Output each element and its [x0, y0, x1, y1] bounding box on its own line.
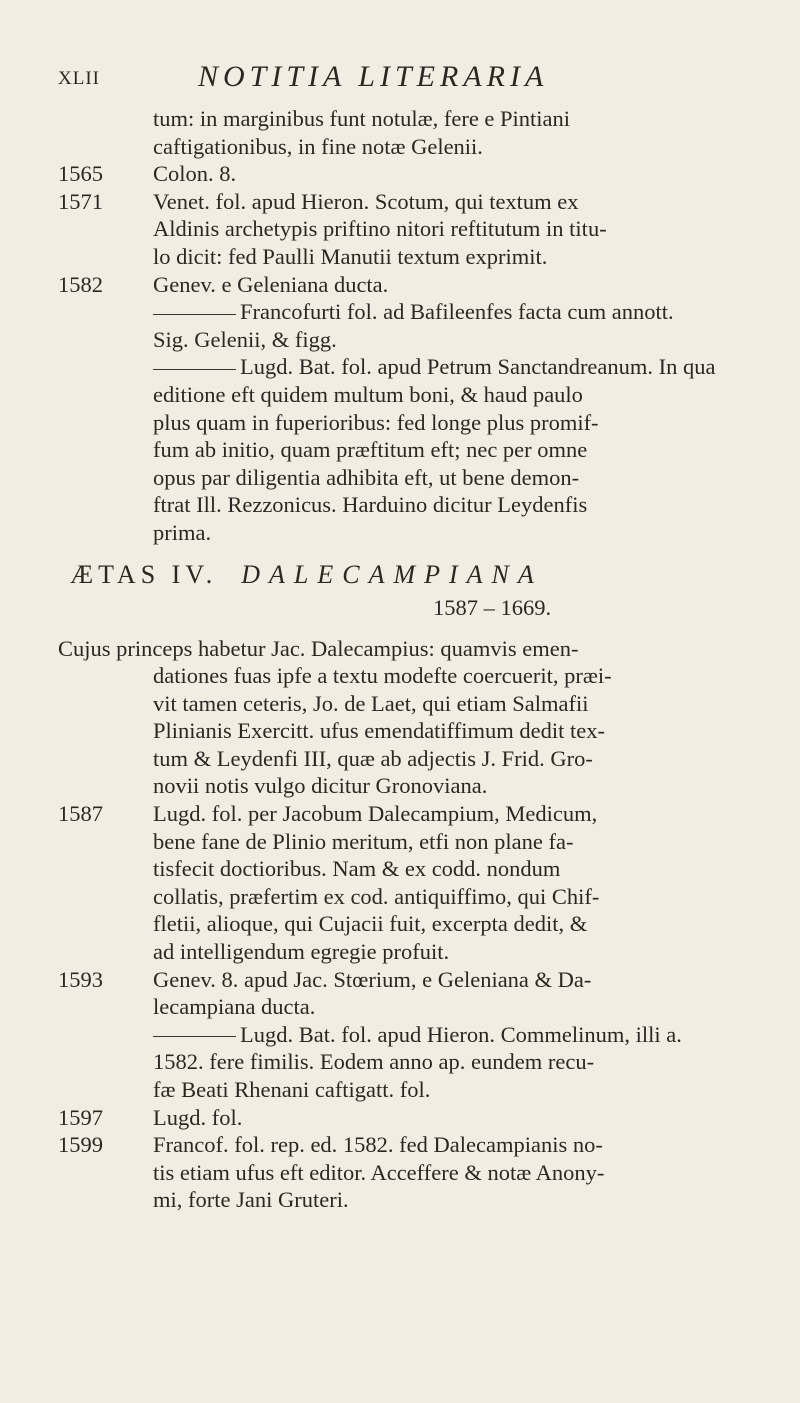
ditto-dash	[153, 369, 236, 370]
edition-year: 1593	[58, 966, 103, 992]
page-number: XLII	[58, 68, 100, 89]
edition-year: 1599	[58, 1132, 103, 1158]
text-line: lecampiana ducta.	[153, 994, 316, 1020]
text-line: Lugd. fol.	[153, 1104, 243, 1130]
text-line: Sig. Gelenii, & figg.	[153, 326, 337, 352]
edition-entry	[58, 188, 748, 271]
section-years: 1587 – 1669.	[433, 594, 552, 620]
ditto-dash	[153, 314, 236, 315]
text-line: collatis, præfertim ex cod. antiquiffimo, qui Chif-	[153, 883, 600, 909]
edition-year: 1565	[58, 161, 103, 187]
text-line: dationes fuas ipfe a textu modefte coercuerit, præi-	[153, 663, 612, 689]
entries-bottom	[58, 800, 748, 1214]
edition-year: 1571	[58, 188, 103, 214]
edition-year: 1582	[58, 271, 103, 297]
ditto-dash	[153, 1036, 236, 1037]
text-line: Francofurti fol. ad Bafileenfes facta cum annott.	[153, 298, 748, 326]
text-line: Aldinis archetypis priftino nitori reftitutum in titu-	[153, 216, 607, 242]
text-line: tum & Leydenfi III, quæ ab adjectis J. Frid. Gro-	[153, 745, 593, 771]
section-name: DALECAMPIANA	[241, 559, 543, 589]
text-line: Genev. e Geleniana ducta.	[153, 271, 389, 297]
text-line: Genev. 8. apud Jac. Stœrium, e Geleniana & Da-	[153, 966, 592, 992]
text-line: Francof. fol. rep. ed. 1582. fed Dalecampianis no-	[153, 1132, 603, 1158]
edition-entry	[58, 800, 748, 966]
entries-list	[58, 105, 748, 1214]
entries-top	[58, 105, 748, 547]
text-line: plus quam in fuperioribus: fed longe plus promif-	[153, 409, 599, 435]
text-line: vit tamen ceteris, Jo. de Laet, qui etiam Salmafii	[153, 690, 589, 716]
text-line: Lugd. Bat. fol. apud Petrum Sanctandreanum. In qua	[153, 353, 748, 381]
text-line: Colon. 8.	[153, 161, 237, 187]
text-line: tisfecit doctioribus. Nam & ex codd. nondum	[153, 856, 561, 882]
edition-entry	[58, 160, 748, 188]
text-line: tis etiam ufus eft editor. Acceffere & notæ Anony-	[153, 1159, 605, 1185]
text-line: ftrat Ill. Rezzonicus. Harduino dicitur Leydenfis	[153, 492, 588, 518]
edition-year: 1587	[58, 801, 103, 827]
text-line: fum ab initio, quam præftitum eft; nec per omne	[153, 437, 588, 463]
text-line: mi, forte Jani Gruteri.	[153, 1187, 349, 1213]
text-line: editione eft quidem multum boni, & haud paulo	[153, 381, 583, 407]
text-line: lo dicit: fed Paulli Manutii textum exprimit.	[153, 243, 548, 269]
intro-first-line: Cujus princeps habetur Jac. Dalecampius: quamvis emen-	[58, 635, 579, 661]
intro-continuation	[58, 662, 748, 800]
text-line: Plinianis Exercitt. ufus emendatiffimum dedit tex-	[153, 718, 605, 744]
running-title: NOTITIA LITERARIA	[198, 60, 549, 93]
text-line: tum: in marginibus funt notulæ, fere e Pintiani	[153, 106, 571, 131]
text-line: prima.	[153, 519, 212, 545]
text-line: novii notis vulgo dicitur Gronoviana.	[153, 773, 488, 799]
intro-paragraph	[58, 635, 748, 801]
text-line: Lugd. Bat. fol. apud Hieron. Commelinum, illi a.	[153, 1021, 748, 1049]
text-line: ad intelligendum egregie profuit.	[153, 939, 450, 965]
text-line: bene fane de Plinio meritum, etfi non plane fa-	[153, 828, 574, 854]
edition-entry	[58, 966, 748, 1021]
edition-entry	[58, 105, 748, 160]
text-line: caftigationibus, in fine notæ Gelenii.	[153, 133, 483, 159]
edition-entry	[58, 298, 748, 353]
text-line: Venet. fol. apud Hieron. Scotum, qui textum ex	[153, 188, 579, 214]
edition-entry	[58, 271, 748, 299]
text-line: 1582. fere fimilis. Eodem anno ap. eundem recu-	[153, 1049, 595, 1075]
section-label: ÆTAS IV.	[70, 559, 218, 589]
text-line: fæ Beati Rhenani caftigatt. fol.	[153, 1077, 431, 1102]
edition-entry	[58, 1021, 748, 1104]
edition-entry	[58, 1104, 748, 1132]
edition-entry	[58, 1131, 748, 1214]
page-header	[58, 58, 738, 98]
section-heading	[58, 558, 748, 592]
edition-entry	[58, 353, 748, 546]
edition-year: 1597	[58, 1104, 103, 1130]
text-line: opus par diligentia adhibita eft, ut bene demon-	[153, 464, 580, 490]
text-line: fletii, alioque, qui Cujacii fuit, excerpta dedit, &	[153, 911, 588, 937]
text-line: Lugd. fol. per Jacobum Dalecampium, Medicum,	[153, 801, 598, 827]
